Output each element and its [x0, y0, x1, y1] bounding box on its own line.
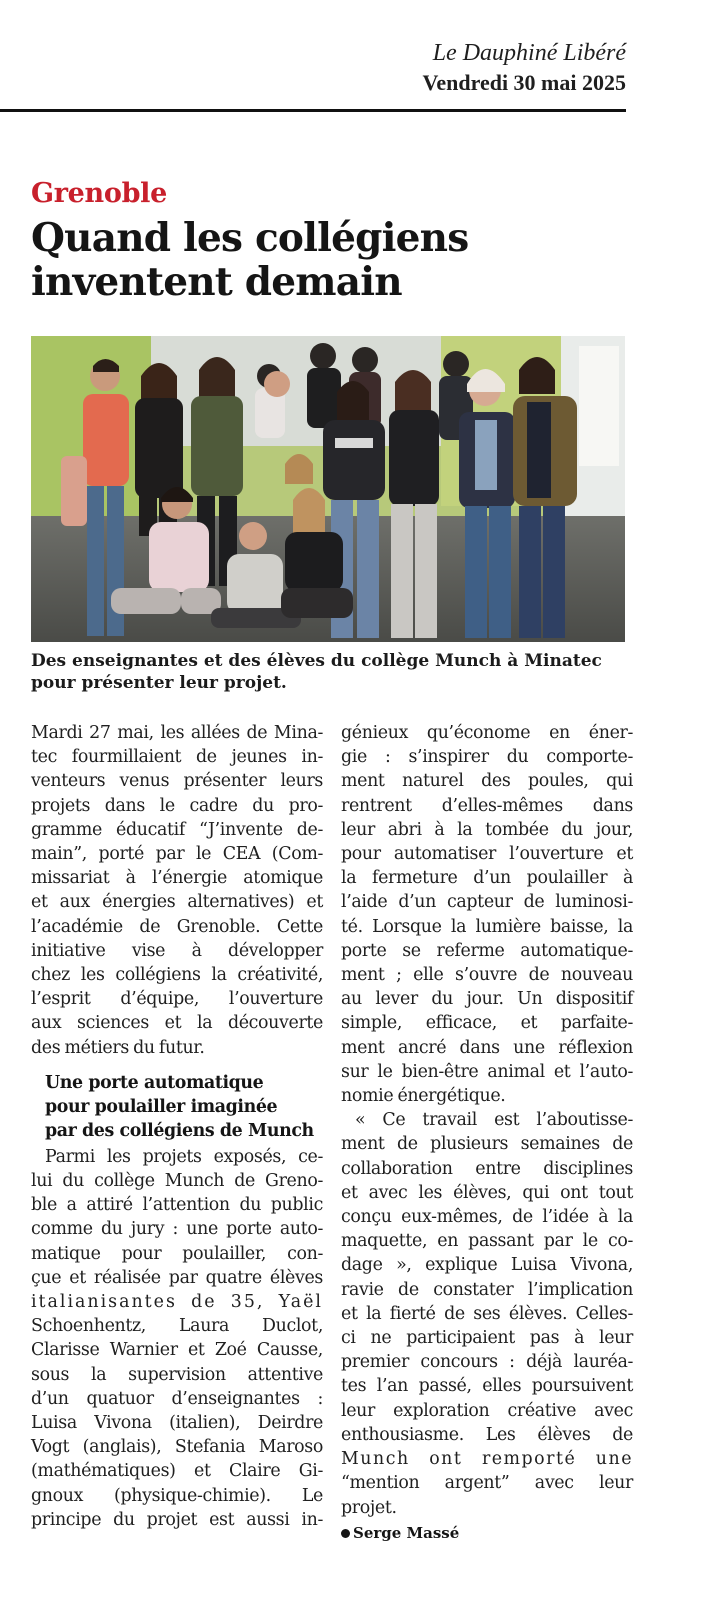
publication-name: Le Dauphiné Libéré: [432, 40, 626, 66]
body-line: nomie énergétique.: [341, 1086, 506, 1107]
body-line: Munch ont remporté une: [341, 1449, 633, 1470]
body-line: ment ancré dans une réflexion: [341, 1037, 633, 1058]
body-line: comme du jury : une porte auto-: [31, 1219, 323, 1240]
header-rule: [0, 109, 626, 112]
body-line: ment ; elle s’ouvre de nouveau: [341, 965, 633, 986]
body-line: projets dans le cadre du pro-: [31, 795, 323, 816]
body-line: lui du collège Munch de Greno-: [31, 1171, 323, 1192]
body-line: ment naturel des poules, qui: [341, 771, 633, 792]
article-subhead: [31, 1071, 323, 1143]
body-line: l’esprit d’équipe, l’ouverture: [31, 989, 323, 1010]
body-line: simple, efficace, et parfaite-: [341, 1013, 633, 1034]
body-line: çue et réalisée par quatre élèves: [31, 1267, 323, 1288]
body-line: l’aide d’un capteur de luminosi-: [341, 892, 633, 913]
author-name: Serge Massé: [353, 1523, 460, 1542]
body-line: « Ce travail est l’aboutisse-: [355, 1110, 633, 1131]
body-line: matique pour poulailler, con-: [31, 1243, 323, 1264]
body-line: porte se referme automatique-: [341, 940, 633, 961]
body-line: leur abri à la tombée du jour,: [341, 819, 633, 840]
headline-line: Quand les collégiens: [31, 215, 469, 261]
article-column-left: [31, 721, 323, 1532]
body-line: des métiers du futur.: [31, 1037, 205, 1058]
body-line: la fermeture d’un poulailler à: [341, 868, 633, 889]
body-line: italianisantes de 35, Yaël: [31, 1292, 323, 1313]
group-photo-illustration: [31, 336, 625, 642]
body-line: ci ne participaient pas à leur: [341, 1328, 633, 1349]
body-line: Luisa Vivona (italien), Deirdre: [31, 1413, 323, 1434]
body-line: sous la supervision attentive: [31, 1364, 323, 1385]
body-line: principe du projet est aussi in-: [31, 1509, 323, 1530]
body-line: et avec les élèves, qui ont tout: [341, 1182, 633, 1203]
body-line: gnoux (physique-chimie). Le: [31, 1485, 323, 1506]
caption-line: Des enseignantes et des élèves du collège Munch à Minatec: [31, 651, 602, 671]
body-line: chez les collégiens la créativité,: [31, 965, 323, 986]
body-line: missariat à l’énergie atomique: [31, 868, 323, 889]
author-byline: [341, 1522, 633, 1544]
body-line: Schoenhentz, Laura Duclot,: [31, 1316, 323, 1337]
body-line: premier concours : déjà lauréa-: [341, 1352, 633, 1373]
body-line: projet.: [341, 1497, 397, 1518]
body-line: maquette, en passant par le co-: [341, 1231, 633, 1252]
body-line: pour automatiser l’ouverture et: [341, 844, 633, 865]
body-line: Mardi 27 mai, les allées de Mina-: [31, 723, 323, 743]
body-line: leur exploration créative avec: [341, 1400, 633, 1421]
body-line: initiative vise à développer: [31, 940, 323, 961]
body-line: sur le bien-être animal et l’auto-: [341, 1061, 633, 1082]
body-line: d’un quatuor d’enseignantes :: [31, 1388, 323, 1409]
photo-caption: [31, 650, 631, 694]
subhead-line: par des collégiens de Munch: [45, 1120, 314, 1141]
body-line: té. Lorsque la lumière baisse, la: [341, 916, 633, 937]
body-line: et la fierté de ses élèves. Celles-: [341, 1303, 633, 1324]
body-line: Parmi les projets exposés, ce-: [45, 1146, 323, 1167]
body-line: au lever du jour. Un dispositif: [341, 989, 633, 1010]
body-line: Vogt (anglais), Stefania Maroso: [31, 1437, 323, 1458]
body-line: collaboration entre disciplines: [341, 1158, 633, 1179]
body-line: main”, porté par le CEA (Com-: [31, 844, 323, 865]
body-line: gramme éducatif “J’invente de-: [31, 819, 323, 840]
body-line: ravie de constater l’implication: [341, 1279, 633, 1300]
body-line: gie : s’inspirer du comporte-: [341, 747, 633, 768]
body-line: tec fourmillaient de jeunes in-: [31, 747, 323, 768]
body-line: tes l’an passé, elles poursuivent: [341, 1376, 633, 1397]
subhead-line: pour poulailler imaginée: [45, 1096, 278, 1117]
article-headline: [31, 216, 631, 304]
body-line: rentrent d’elles-mêmes dans: [341, 795, 633, 816]
caption-line: pour présenter leur projet.: [31, 673, 287, 693]
bullet-icon: [341, 1529, 350, 1538]
publication-date: Vendredi 30 mai 2025: [422, 70, 626, 95]
body-line: et aux énergies alternatives) et: [31, 892, 323, 913]
body-line: ble a attiré l’attention du public: [31, 1195, 323, 1216]
body-line: venteurs venus présenter leurs: [31, 771, 323, 792]
body-line: conçu eux-mêmes, de l’idée à la: [341, 1207, 633, 1228]
subhead-line: Une porte automatique: [45, 1072, 264, 1093]
body-line: aux sciences et la découverte: [31, 1013, 323, 1034]
body-line: (mathématiques) et Claire Gi-: [31, 1461, 323, 1482]
body-line: génieux qu’économe en éner-: [341, 723, 633, 743]
body-line: ment de plusieurs semaines de: [341, 1134, 633, 1155]
body-line: Clarisse Warnier et Zoé Causse,: [31, 1340, 323, 1361]
body-line: “mention argent” avec leur: [341, 1473, 633, 1494]
body-line: enthousiasme. Les élèves de: [341, 1424, 633, 1445]
section-kicker: Grenoble: [31, 178, 168, 209]
body-line: dage », explique Luisa Vivona,: [341, 1255, 633, 1276]
adjacent-column-fragments: [0, 0, 8, 1600]
body-line: l’académie de Grenoble. Cette: [31, 916, 323, 937]
headline-line: inventent demain: [31, 259, 402, 305]
article-column-right: [341, 721, 633, 1544]
article-photo: [31, 336, 625, 642]
